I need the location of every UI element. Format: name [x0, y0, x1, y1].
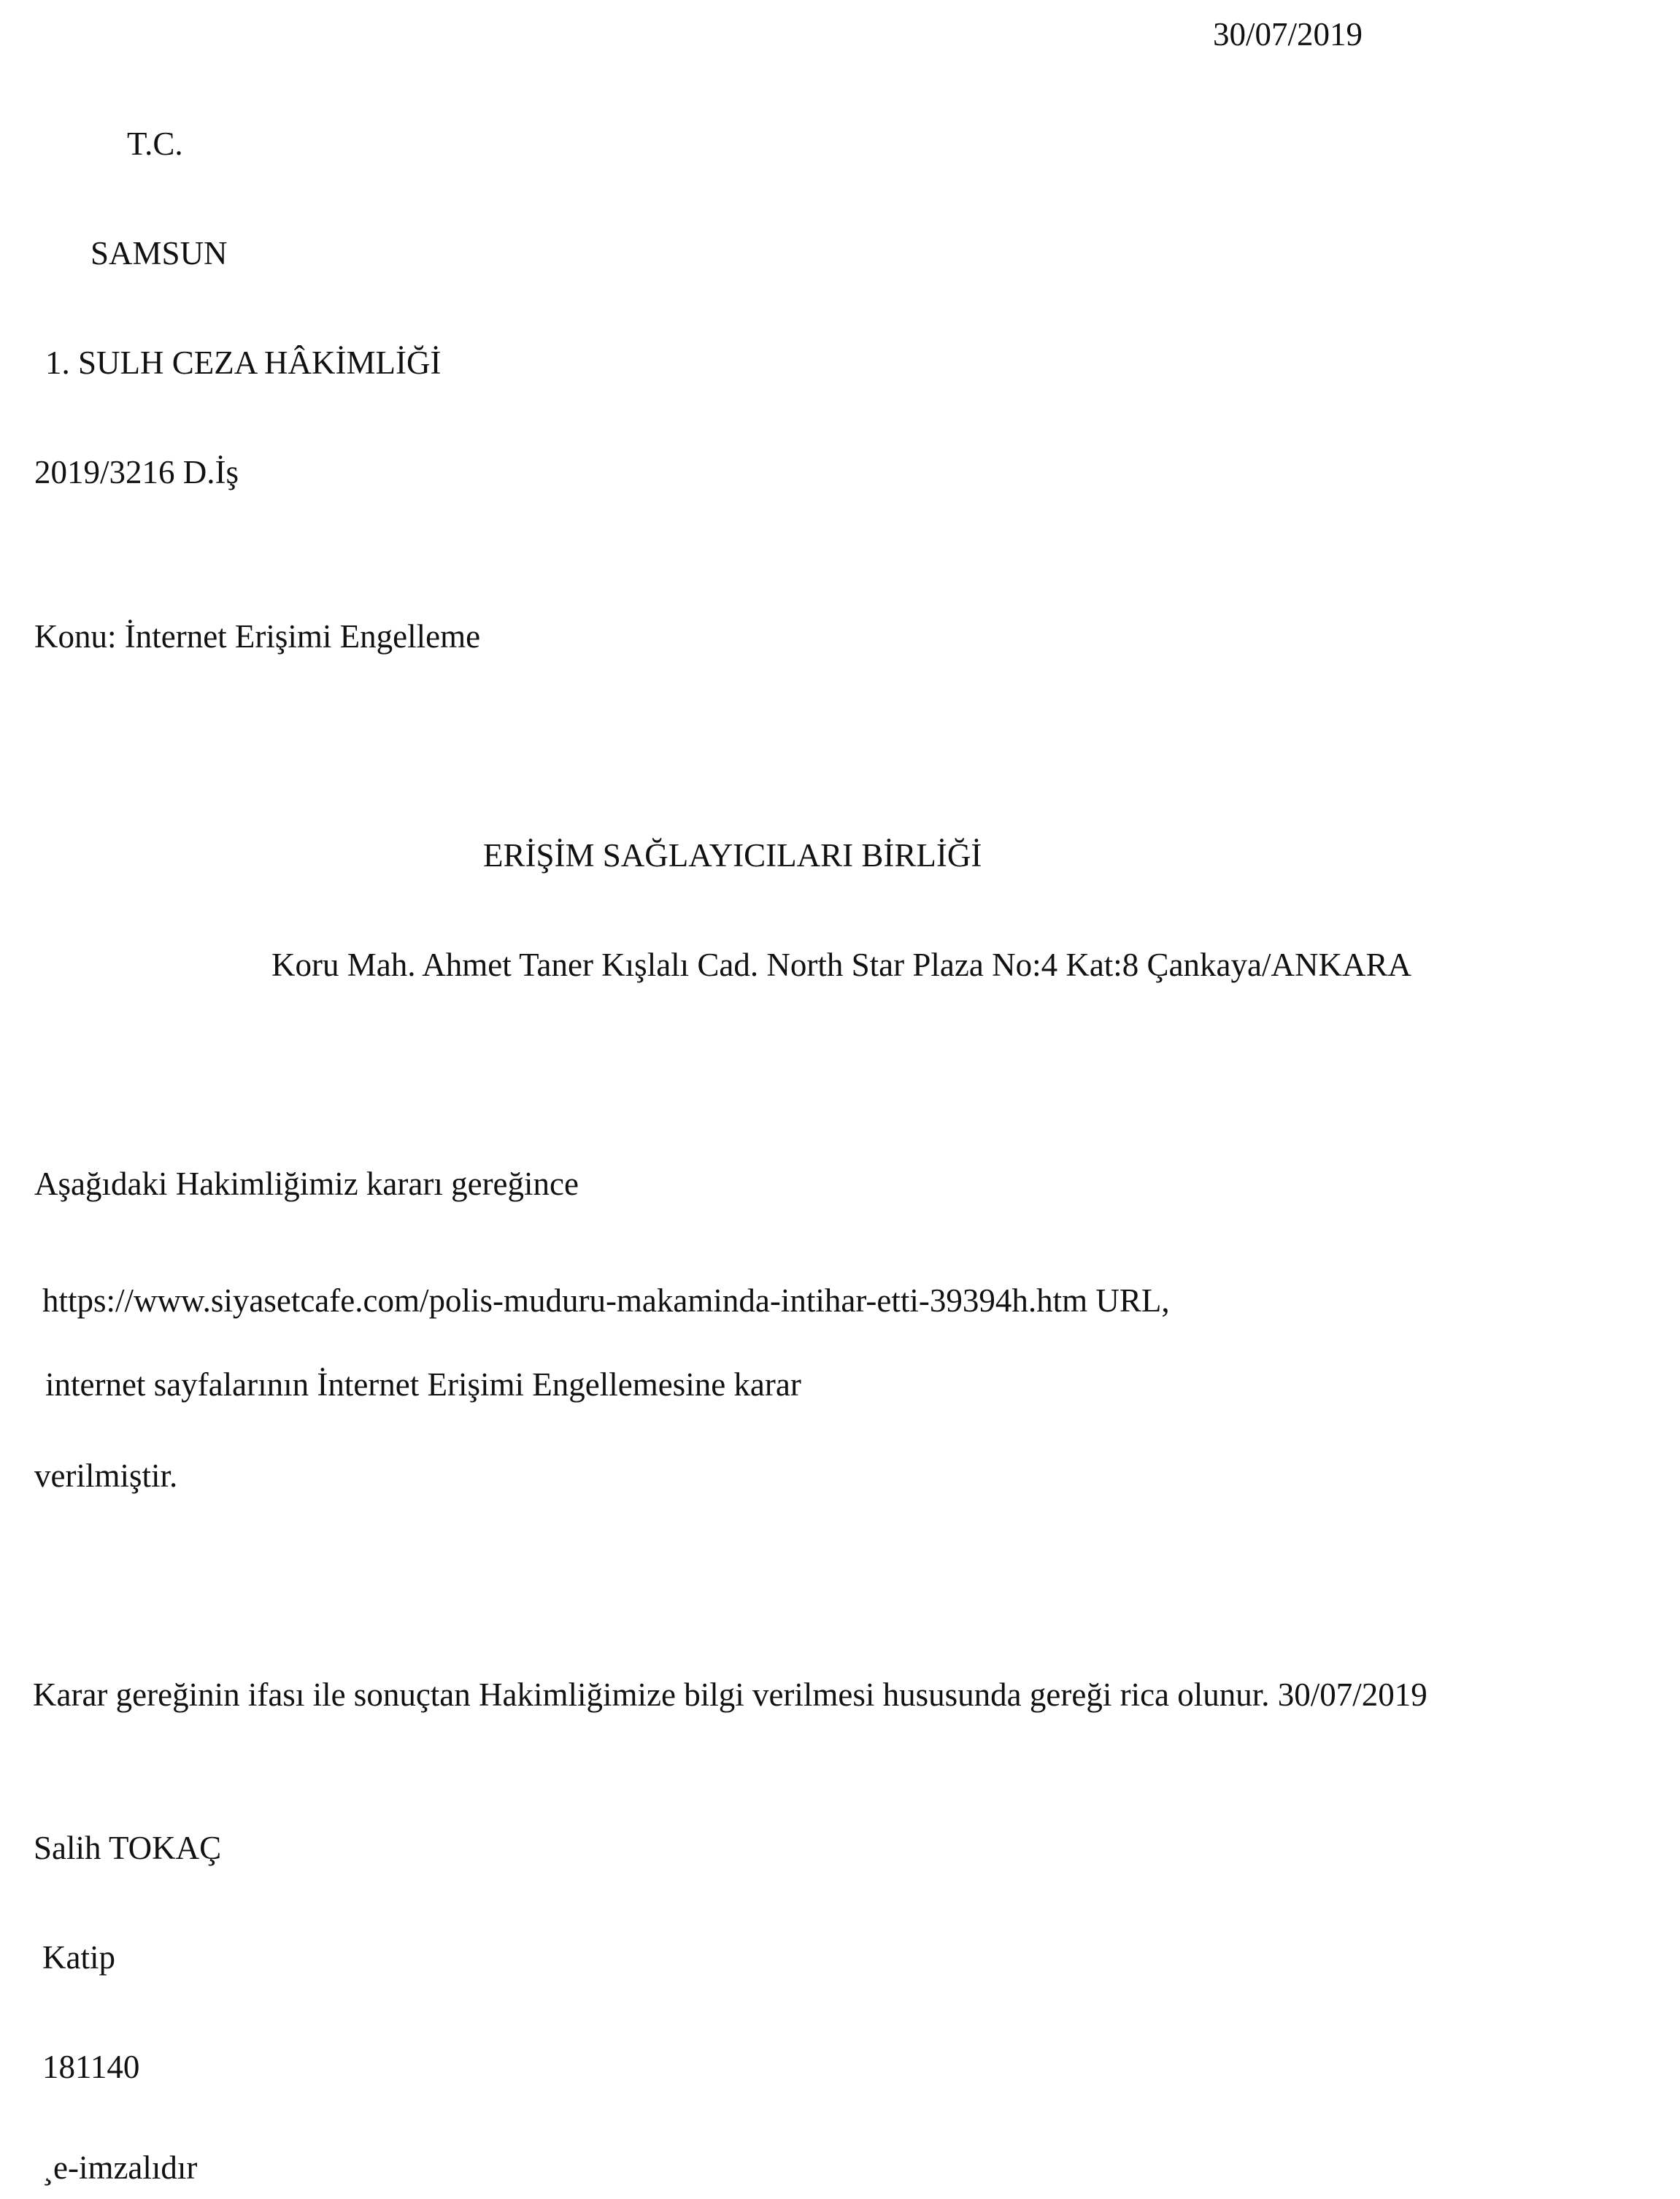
court-name: 1. SULH CEZA HÂKİMLİĞİ	[45, 344, 442, 381]
blocked-url-line: https://www.siyasetcafe.com/polis-muduru-makaminda-intihar-etti-39394h.htm URL,	[42, 1282, 1170, 1319]
document-date: 30/07/2019	[1213, 16, 1363, 53]
request-text: Karar gereğinin ifası ile sonuçtan Hakimliğimize bilgi verilmesi hususunda gereği rica olunur. 30/07/2019	[33, 1676, 1427, 1713]
signatory-title: Katip	[42, 1939, 115, 1976]
decision-text: internet sayfalarının İnternet Erişimi Engellemesine karar	[45, 1366, 801, 1403]
intro-text: Aşağıdaki Hakimliğimiz kararı gereğince	[34, 1166, 579, 1202]
recipient-address: Koru Mah. Ahmet Taner Kışlalı Cad. North Star Plaza No:4 Kat:8 Çankaya/ANKARA	[271, 947, 1411, 983]
file-number: 2019/3216 D.İş	[34, 454, 239, 490]
city-label: SAMSUN	[90, 235, 228, 271]
registry-number: 181140	[42, 2049, 140, 2085]
recipient-name: ERİŞİM SAĞLAYICILARI BİRLİĞİ	[483, 837, 982, 874]
decision-end-text: verilmiştir.	[34, 1457, 178, 1494]
e-signature-note: ¸e-imzalıdır	[42, 2149, 198, 2186]
signatory-name: Salih TOKAÇ	[34, 1830, 222, 1866]
republic-label: T.C.	[127, 126, 183, 162]
subject-line: Konu: İnternet Erişimi Engelleme	[34, 618, 481, 655]
